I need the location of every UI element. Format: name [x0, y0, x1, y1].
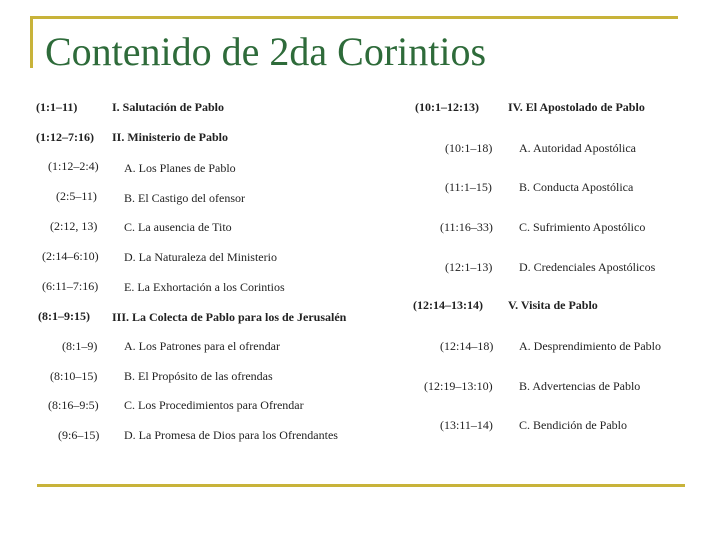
- left-ref-10: (8:10–15): [50, 369, 98, 383]
- left-rule: [30, 16, 33, 68]
- right-label-4: C. Sufrimiento Apostólico: [519, 220, 646, 234]
- right-ref-6: (12:14–13:14): [413, 298, 483, 312]
- right-ref-3: (11:1–15): [445, 180, 492, 194]
- left-ref-8: (8:1–9:15): [38, 309, 90, 323]
- left-label-6: D. La Naturaleza del Ministerio: [124, 250, 277, 264]
- left-label-8: III. La Colecta de Pablo para los de Jerusalén: [112, 310, 347, 324]
- bottom-rule: [37, 484, 685, 487]
- left-label-9: A. Los Patrones para el ofrendar: [124, 339, 280, 353]
- left-label-2: II. Ministerio de Pablo: [112, 130, 228, 144]
- left-ref-12: (9:6–15): [58, 428, 100, 442]
- right-label-5: D. Credenciales Apostólicos: [519, 260, 656, 274]
- right-ref-8: (12:19–13:10): [424, 379, 493, 393]
- right-label-6: V. Visita de Pablo: [508, 298, 598, 312]
- left-label-5: C. La ausencia de Tito: [124, 220, 232, 234]
- right-label-8: B. Advertencias de Pablo: [519, 379, 641, 393]
- left-ref-5: (2:12, 13): [50, 219, 98, 233]
- right-label-9: C. Bendición de Pablo: [519, 418, 627, 432]
- right-ref-5: (12:1–13): [445, 260, 493, 274]
- left-label-1: I. Salutación de Pablo: [112, 100, 225, 114]
- right-ref-2: (10:1–18): [445, 141, 493, 155]
- left-ref-3: (1:12–2:4): [48, 159, 99, 173]
- left-ref-6: (2:14–6:10): [42, 249, 99, 263]
- right-ref-4: (11:16–33): [440, 220, 493, 234]
- left-ref-11: (8:16–9:5): [48, 398, 99, 412]
- left-ref-9: (8:1–9): [62, 339, 98, 353]
- right-label-7: A. Desprendimiento de Pablo: [519, 339, 661, 353]
- page-title: Contenido de 2da Corintios: [45, 29, 487, 74]
- right-ref-1: (10:1–12:13): [415, 100, 479, 114]
- left-label-3: A. Los Planes de Pablo: [124, 161, 236, 175]
- top-rule: [30, 16, 678, 19]
- left-label-4: B. El Castigo del ofensor: [124, 191, 245, 205]
- right-ref-9: (13:11–14): [440, 418, 493, 432]
- left-label-11: C. Los Procedimientos para Ofrendar: [124, 398, 304, 412]
- left-label-12: D. La Promesa de Dios para los Ofrendantes: [124, 428, 338, 442]
- left-ref-2: (1:12–7:16): [36, 130, 94, 144]
- left-ref-4: (2:5–11): [56, 189, 97, 203]
- right-label-3: B. Conducta Apostólica: [519, 180, 634, 194]
- right-label-1: IV. El Apostolado de Pablo: [508, 100, 645, 114]
- left-label-7: E. La Exhortación a los Corintios: [124, 280, 285, 294]
- left-ref-1: (1:1–11): [36, 100, 78, 114]
- left-ref-7: (6:11–7:16): [42, 279, 99, 293]
- right-ref-7: (12:14–18): [440, 339, 494, 353]
- right-label-2: A. Autoridad Apostólica: [519, 141, 636, 155]
- left-label-10: B. El Propósito de las ofrendas: [124, 369, 273, 383]
